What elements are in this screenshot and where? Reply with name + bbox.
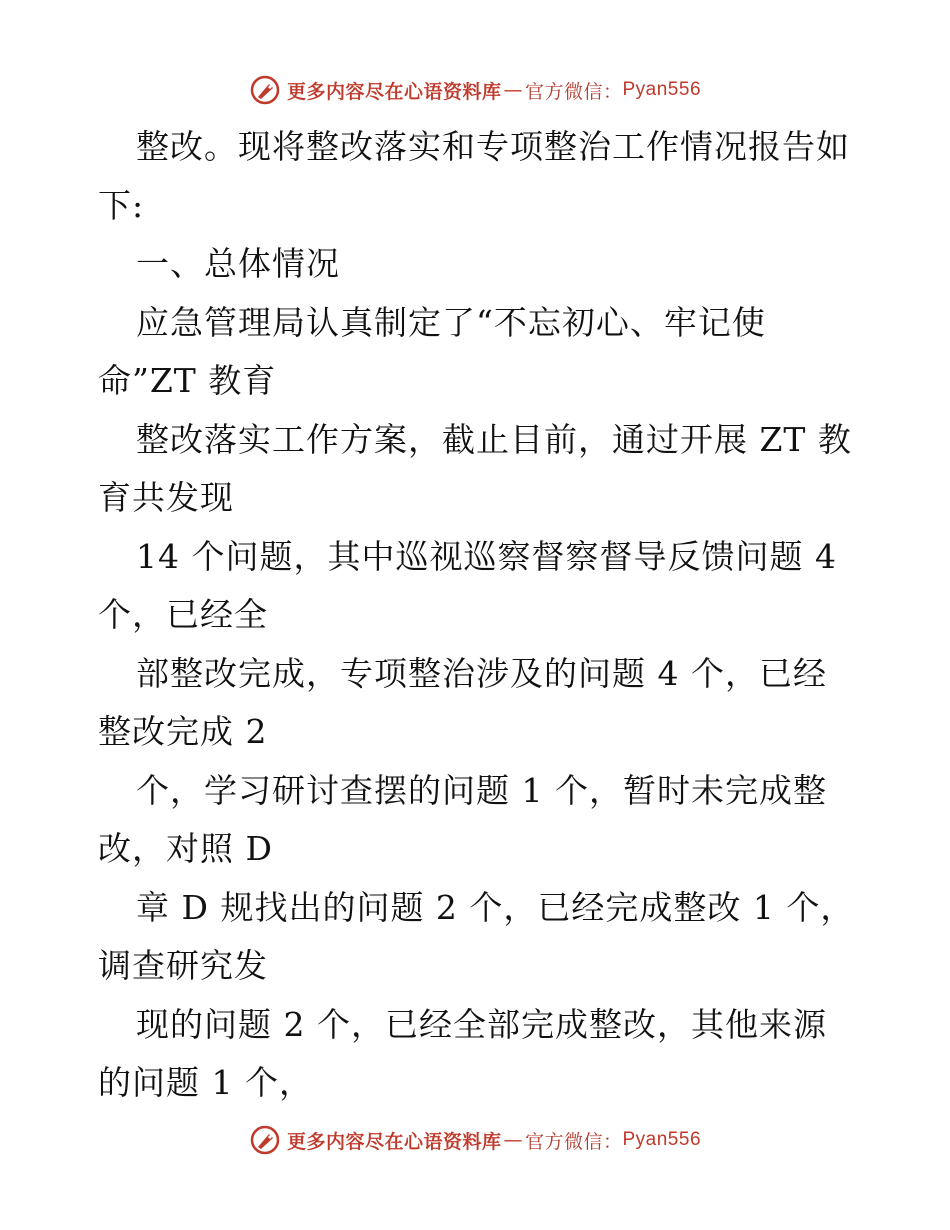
watermark-footer [0, 1120, 950, 1160]
watermark-contact-id: Pyan556 [622, 1129, 702, 1150]
watermark-brand-text: 更多内容尽在心语资料库 [286, 1130, 502, 1153]
document-line: 调查研究发 [98, 946, 268, 985]
document-body [98, 118, 858, 1113]
document-line: 整改。现将整改落实和专项整治工作情况报告如 [136, 127, 850, 166]
document-line: 应急管理局认真制定了“不忘初心、牢记使 [136, 302, 766, 342]
watermark-separator: — [503, 1129, 523, 1151]
watermark-contact-id: Pyan556 [622, 79, 702, 100]
watermark-header [0, 70, 950, 110]
document-line: 下: [98, 185, 145, 225]
document-line: 个，已经全 [98, 595, 268, 634]
pen-nib-circle-logo-icon [249, 74, 281, 106]
document-line: 章 D 规找出的问题 2 个，已经完成整改 1 个， [136, 887, 855, 927]
document-line: 育共发现 [98, 478, 234, 517]
watermark-contact-label: 官方微信： [524, 80, 623, 103]
document-line: 一、总体情况 [136, 244, 340, 283]
document-line: 的问题 1 个， [98, 1063, 313, 1102]
document-line: 个，学习研讨查摆的问题 1 个，暂时未完成整 [136, 770, 827, 810]
document-line: 部整改完成，专项整治涉及的问题 4 个，已经 [136, 653, 827, 693]
document-line: 改，对照 D [98, 829, 273, 868]
watermark-contact-label: 官方微信： [524, 1130, 623, 1153]
document-line: 14 个问题，其中巡视巡察督察督导反馈问题 4 [136, 536, 837, 576]
pen-nib-circle-logo-icon [249, 1124, 281, 1156]
document-line: 整改落实工作方案，截止目前，通过开展 ZT 教 [136, 419, 852, 459]
document-line: 命”ZT 教育 [98, 361, 277, 400]
watermark-separator: — [503, 79, 523, 101]
watermark-brand-text: 更多内容尽在心语资料库 [286, 80, 502, 103]
document-line: 整改完成 2 [98, 712, 268, 751]
document-line: 现的问题 2 个，已经全部完成整改，其他来源 [136, 1004, 827, 1044]
